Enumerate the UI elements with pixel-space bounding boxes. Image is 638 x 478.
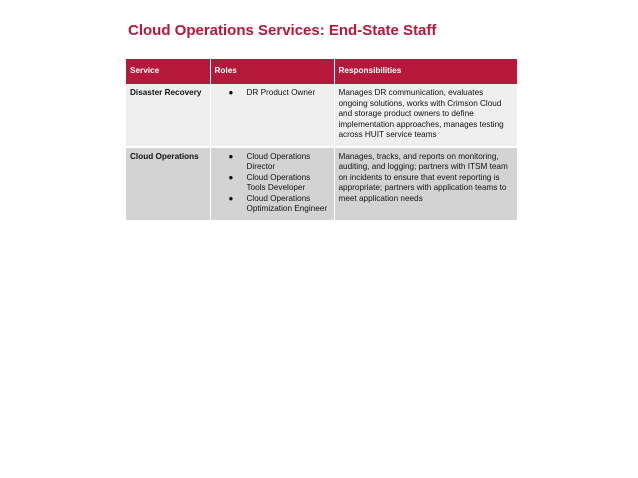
roles-cell xyxy=(210,147,334,220)
role-label: DR Product Owner xyxy=(246,88,316,97)
responsibilities-cell: Manages, tracks, and reports on monitoring, auditing, and logging; partners with ITSM team on incidents to ensure that event reporting is appropriate; partners with application teams to meet application needs xyxy=(334,147,517,220)
bullet-icon: ● xyxy=(228,193,234,203)
role-label: Cloud Operations Tools Developer xyxy=(246,172,311,192)
role-item xyxy=(215,173,330,194)
table-header-row xyxy=(126,59,517,84)
role-item xyxy=(215,88,330,99)
roles-list xyxy=(215,152,330,215)
service-cell: Disaster Recovery xyxy=(126,84,210,147)
bullet-icon: ● xyxy=(228,172,234,182)
role-item xyxy=(215,152,330,173)
role-item xyxy=(215,194,330,215)
role-label: Cloud Operations Director xyxy=(246,151,311,171)
table-row xyxy=(126,84,517,147)
role-label: Cloud Operations Optimization Engineer xyxy=(246,193,328,213)
header-responsibilities: Responsibilities xyxy=(334,59,517,84)
bullet-icon: ● xyxy=(228,151,234,161)
bullet-icon: ● xyxy=(228,88,234,97)
roles-list xyxy=(215,88,330,99)
table-row xyxy=(126,147,517,220)
staff-table xyxy=(126,59,517,220)
responsibilities-cell: Manages DR communication, evaluates ongoing solutions, works with Crimson Cloud and storage product owners to define implementation approaches, manages testing across HUIT service teams xyxy=(334,84,517,147)
header-service: Service xyxy=(126,59,210,84)
service-cell: Cloud Operations xyxy=(126,147,210,220)
header-roles: Roles xyxy=(210,59,334,84)
page-title: Cloud Operations Services: End-State Staff xyxy=(128,22,437,39)
roles-cell xyxy=(210,84,334,147)
